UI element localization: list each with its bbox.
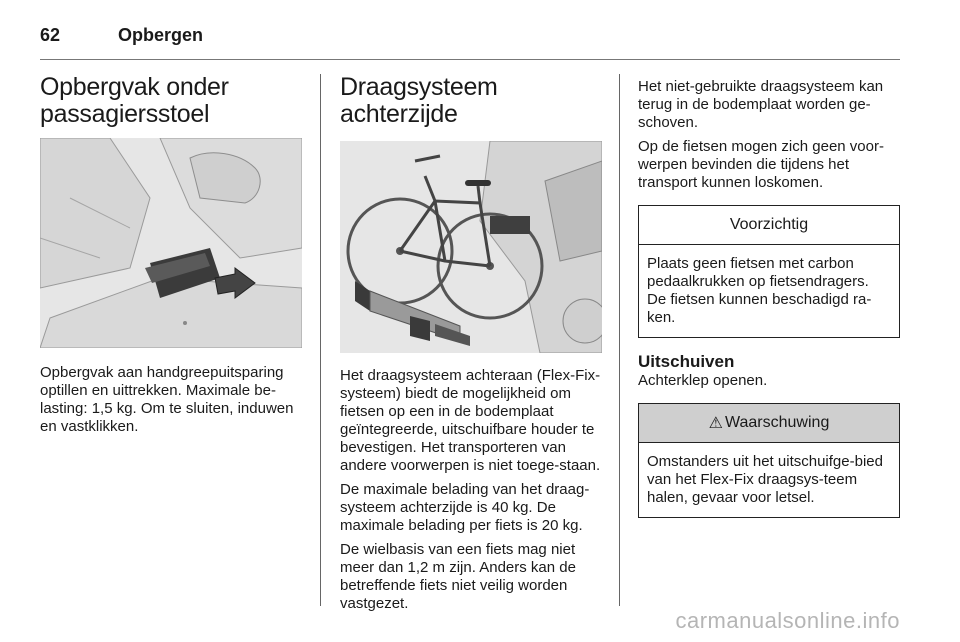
drawer-heading: Opbergvak onder passagiersstoel — [40, 73, 229, 128]
caution-title: Voorzichtig — [639, 206, 899, 245]
caution-box — [638, 205, 900, 338]
warning-triangle-icon: ⚠ — [708, 415, 723, 432]
column-divider — [619, 74, 620, 606]
page-header — [40, 20, 900, 50]
warning-box — [638, 403, 900, 518]
bike-carrier-drawing — [340, 141, 602, 353]
warning-text: Omstanders uit het uitschuifge-bied van het Flex-Fix draagsys-teem halen, gevaar voor letsel. — [647, 453, 883, 506]
seat-drawer-illustration — [40, 138, 302, 348]
carrier-paragraph: De maximale belading van het draag-systeem achterzijde is 40 kg. De maximale belading per fiets is 20 kg. — [340, 481, 590, 534]
page-number: 62 — [40, 24, 61, 45]
drawer-text: Opbergvak aan handgreepuitsparing optillen en uittrekken. Maximale be-lasting: 1,5 kg. Om te sluiten, induwen en vastklikken. — [40, 364, 294, 435]
carrier-paragraph: De wielbasis van een fiets mag niet meer dan 1,2 m zijn. Anders kan de betreffende fiets niet veilig worden vastgezet. — [340, 541, 576, 612]
section-title: Opbergen — [118, 24, 204, 45]
loose-objects-paragraph: Op de fietsen mogen zich geen voor-werpen bevinden die tijdens het transport kunnen loskomen. — [638, 138, 884, 191]
column-storage-drawer — [40, 74, 304, 436]
header-divider — [40, 59, 900, 60]
seat-drawer-drawing — [40, 138, 302, 348]
caution-text: Plaats geen fietsen met carbon pedaalkrukken op fietsendragers. De fietsen kunnen beschadigd ra-ken. — [647, 255, 872, 326]
column-divider — [320, 74, 321, 606]
column-carrier-continued — [638, 78, 900, 518]
storage-paragraph: Het niet-gebruikte draagsysteem kan terug in de bodemplaat worden ge-schoven. — [638, 78, 884, 131]
extend-instruction: Achterklep openen. — [638, 372, 768, 389]
carrier-paragraph: Het draagsysteem achteraan (Flex-Fix-systeem) biedt de mogelijkheid om fietsen op een in de bodemplaat geïntegreerde, uitschuifbare houder te bevestigen. Het transporteren van andere voorwerpen is niet toege-staan. — [340, 367, 601, 474]
extend-subheading: Uitschuiven — [638, 352, 735, 371]
bike-carrier-illustration — [340, 141, 602, 353]
carrier-heading: Draagsysteem achterzijde — [340, 73, 498, 128]
warning-title: Waarschuwing — [725, 414, 830, 431]
warning-header — [639, 404, 899, 443]
column-bike-carrier — [340, 74, 602, 613]
watermark: carmanualsonline.info — [675, 608, 900, 633]
